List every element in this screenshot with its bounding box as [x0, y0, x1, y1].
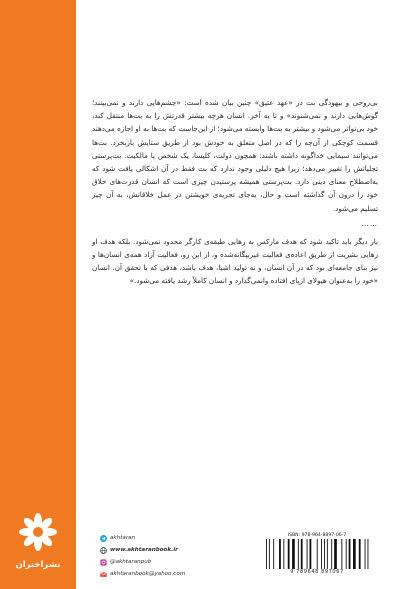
barcode-bar — [327, 539, 328, 569]
barcode-bar — [310, 539, 312, 569]
barcode-bar — [307, 539, 308, 569]
contact-website — [100, 544, 230, 556]
barcode-bar — [266, 539, 267, 569]
barcode-bar — [365, 539, 366, 569]
barcode-bar — [341, 539, 342, 569]
barcode-bar — [334, 539, 337, 569]
blurb-paragraph-1: بی‌روحی و بیهودگی بت در «عهد عتیق» چنین بیان شده است: «چشم‌هایی دارند و نمی‌بینند؛ گوش‌هایی دارند و نمی‌شنوند» و تا به آخر. انسان هرچه بیشتر قدرتش را به بت‌ها منتقل کند، خود بی‌نواتر می‌شود و بیشتر به بت‌ها وابسته می‌شود؛ از این‌جاست که بت‌ها به او اجازه می‌دهند قسمت کوچکی از آن‌چه را که در اصل متعلق به خودش بود از طریق ستایش بازبخرد. بت‌ها می‌توانند سیمایی خداگونه داشته باشند: همچون دولت، کلیسا، یک شخص یا مالکیت. بت‌پرستی تجلیاتش را تغییر می‌دهد؛ زیرا هیچ دلیلی وجود ندارد که بت فقط در آن اشکالی یافت شود که به‌اصطلاح معنای دینی دارد. بت‌پرستی همیشه پرستیدن چیزی است که انسان قدرت‌های خلاق خود را درون آن گذاشته است و حال، به‌جای تجربه‌ی خویشتن در عمل خلاقانش، به آن چیز تسلیم می‌شود. — [92, 98, 378, 213]
barcode-bar — [349, 539, 351, 569]
contact-email-text: akhtaranbook@yahoo.com — [110, 571, 186, 577]
contact-website-text: www.akhtaranbook.ir — [110, 547, 178, 553]
publisher-name: نشراختران — [15, 560, 61, 570]
barcode-bar — [292, 539, 295, 569]
barcode-bar — [273, 539, 274, 569]
barcode-bar — [368, 539, 369, 569]
barcode-bar — [359, 539, 361, 569]
barcode-bar — [269, 539, 270, 569]
barcode-bar — [331, 539, 332, 569]
contact-email — [100, 568, 230, 580]
contact-telegram — [100, 532, 230, 544]
instagram-icon — [100, 559, 107, 566]
barcode-bars — [263, 539, 371, 569]
orange-side-strip — [0, 0, 76, 589]
globe-icon — [100, 547, 107, 554]
barcode-bar — [353, 539, 356, 569]
barcode-digits: 9 789648 897067 — [290, 569, 344, 575]
barcode-bar — [288, 539, 290, 569]
contact-instagram-text: @akhtaranpub — [110, 559, 152, 565]
paragraph-separator: …… — [361, 218, 378, 228]
barcode-bar — [321, 539, 322, 569]
barcode-bar — [279, 539, 281, 569]
telegram-icon — [100, 535, 107, 542]
barcode-bar — [324, 539, 325, 569]
isbn-text: ISBN: 978-964-8897-06-7 — [287, 533, 347, 538]
barcode-bar — [283, 539, 284, 569]
isbn-barcode — [258, 532, 376, 578]
barcode-bar — [317, 539, 318, 569]
barcode-bar — [346, 539, 347, 569]
barcode-bar — [301, 539, 303, 569]
email-icon — [100, 571, 107, 578]
contact-telegram-text: akhtaran — [110, 535, 136, 541]
flower-star-icon — [10, 512, 66, 552]
publisher-contacts — [100, 532, 230, 580]
barcode-bar — [298, 539, 299, 569]
blurb-paragraph-2: بار دیگر باید تاکید شود که هدف مارکس به رهایی طبقه‌ی کارگر محدود نمی‌شود. بلکه هدف او رهایی بشریت از طریق اعاده‌ی فعالیت غیربیگانه‌شده و، از این رو، فعالیت آزاد همه‌ی انسان‌ها و نیز بنای جامعه‌ای بود که در آن انسان، و نه تولید اشیا، هدف باشد، هدفی که با تحقق آن، انسان «خود را به‌عنوان هیولای ازپای افتاده وانمی‌گذارد و انسان کاملاً رشد یافته می‌شود.» — [92, 236, 378, 286]
blurb-text — [92, 96, 378, 288]
contact-instagram — [100, 556, 230, 568]
